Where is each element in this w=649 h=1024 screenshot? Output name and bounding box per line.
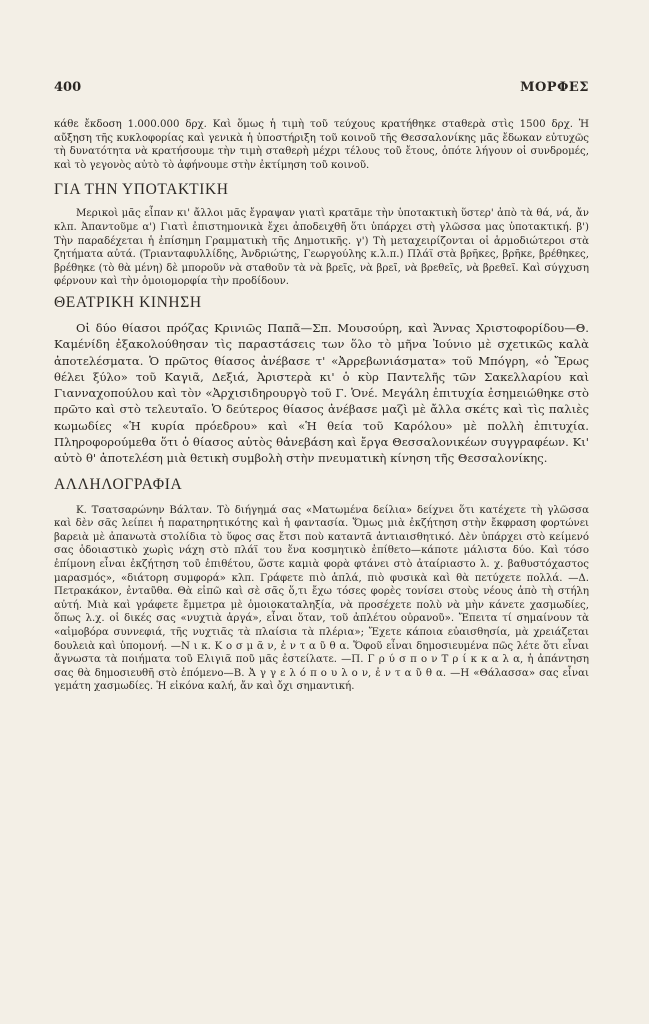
section-heading: ΓΙΑ ΤΗΝ ΥΠΟΤΑΚΤΙΚΗ	[54, 181, 229, 199]
page-content	[54, 118, 589, 694]
page-header	[54, 80, 589, 98]
section-theatre	[54, 293, 589, 467]
section-body: Οἱ δύο θίασοι πρόζας Κρινιῶς Παπᾶ—Σπ. Μουσούρη, καὶ Ἄννας Χριστοφορίδου—Θ. Καμένίδη ἐξακολούθησαν τὶς παραστάσεις των ὅλο τὸ μῆνα Ἰούνιο μὲ σχετικῶς καλὰ ἀποτελέσματα. Ὁ πρῶτος θίασος ἀνέβασε τ' «Ἀρρεβωνιάσματα» τοῦ Μπόγρη, «ὁ Ἔρως θέλει ξύλο» τοῦ Καγιᾶ, Δεξιά, Ἀριστερὰ κι' ὁ κὺρ Παντελῆς τῶν Σακελλαρίου καὶ Γιανναχοπούλου καὶ τὸν «Ἀρχισιδηρουργὸ τοῦ Γ. Ὁνέ. Μεγάλη ἐπιτυχία ἐσημειώθηκε στὸ πρῶτο καὶ στὸ τελευταῖο. Ὁ δεύτερος θίασος ἀνέβασε μαζὶ μὲ ἄλλα σκέτς καὶ τὶς παλιὲς κωμωδίες «Ἡ κυρία πρόεδρου» καὶ «Ἡ θεία τοῦ Καρόλου» μὲ πολλὴ ἐπιτυχία. Πληροφορούμεθα ὅτι ὁ θίασος αὐτὸς θἀνεβάση καὶ ἔργα Θεσσαλονικέων συγγραφέων. Κι' αὐτὸ θ' ἀποτελέση μιὰ θετικὴ συμβολὴ στὴν πνευματικὴ κίνηση τῆς Θεσσαλονίκης.	[54, 320, 589, 466]
section-correspondence	[54, 475, 589, 694]
intro-paragraph: κάθε ἔκδοση 1.000.000 δρχ. Καὶ ὅμως ἡ τιμὴ τοῦ τεύχους κρατήθηκε σταθερὰ στὶς 1500 δρχ. Ἡ αὔξηση τῆς κυκλοφορίας καὶ γενικὰ ἡ ὑποστήριξη τοῦ κοινοῦ τῆς Θεσσαλονίκης μᾶς ἔδωκαν εὐτυχῶς τὴ δυνατότητα νὰ κρατήσουμε τὴν τιμὴ σταθερὴ μέχρι τέλους τοῦ ἔτους, ὁπότε λήγουν οἱ συνδρομές, καὶ τὸ γεγονὸς αὐτὸ τὸ ἀφήνουμε στὴν ἐκτίμηση τοῦ κοινοῦ.	[54, 119, 589, 171]
page-number: 400	[54, 80, 82, 95]
section-heading: ΑΛΛΗΛΟΓΡΑΦΙΑ	[54, 475, 183, 493]
section-heading: ΘΕΑΤΡΙΚΗ ΚΙΝΗΣΗ	[54, 293, 202, 311]
running-title: ΜΟΡΦΕΣ	[520, 80, 589, 95]
section-subjunctive	[54, 180, 589, 289]
section-body: Κ. Τσατσαρώνην Βάλταν. Τὸ διήγημά σας «Ματωμένα δείλια» δείχνει ὅτι κατέχετε τὴ γλῶσσα καὶ δὲν σᾶς λείπει ἡ παρατηρητικότης καὶ ἡ φαντασία. Ὅμως μιὰ ἐκζήτηση στὴν ἔκφραση φορτώνει βαρειὰ μὲ ἀπανωτὰ στολίδια τὸ ὕφος σας ἔτσι ποὺ καταντᾶ ἀντιαισθητικό. Δὲν ὑπάρχει στὸ κείμενό σας ὁδοιαστικὸ χωρὶς νάχη στὸ πλάϊ του ἕνα κοσμητικὸ ἐπίθετο—κάποτε μάλιστα δύο. Καὶ τόσο ἐπίμονη εἶναι ἐκζήτηση τοῦ ἐπιθέτου, ὥστε καμιὰ φορὰ φτάνει στὸ ἀταίριαστο λ. χ. βαθυστόχαστος μαρασμός», «διάτορη συμφορά» κλπ. Γράφετε πιὸ ἁπλά, πιὸ φυσικὰ καὶ θὰ πετύχετε πολλά. —Δ. Πετρακάκον, ἐνταῦθα. Θὰ εἰπῶ καὶ σὲ σᾶς ὅ,τι ἔχω τόσες φορὲς τονίσει στοὺς νέους ἀπὸ τὴ στήλη αὐτή. Μιὰ καὶ γράφετε ἔμμετρα μὲ ὁμοιοκαταληξία, νὰ προσέχετε πολὺ νὰ μὴν κάνετε χασμωδίες, ὅπως λ.χ. οἱ δικές σας «νυχτιὰ ἀργά», εἶναι ὅταν, τοῦ ἀπλέτου οὐρανοῦ». Ἔπειτα τί σημαίνουν τὰ «αἰμοβόρα συννεφιά, τῆς νυχτιᾶς τὰ πλαίσια τὰ πλέρια»; Ἔχετε κάποια εὐαισθησία, μὰ χρειάζεται δουλειὰ καὶ ὑπομονή. —Ν ι κ. Κ ο σ μ ᾶ ν, ἐ ν τ α ῦ θ α. Ὅφοῦ εἶναι δημοσιευμένα πῶς λέτε ὅτι εἶναι ἄγνωστα τὰ ποιήματα τοῦ Ελιγιᾶ ποῦ μᾶς ἐστείλατε. —Π. Γ ρ ύ σ π ο ν Τ ρ ί κ κ α λ α, ἡ ἀπάντηση σας θὰ δημοσιευθῆ στὸ ἑπόμενο—Β. Ἀ γ γ ε λ ό π ο υ λ ο ν, ἐ ν τ α ῦ θ α. —Η «Θάλασσα» σας εἶναι γεμάτη χασμωδίες. Ἡ εἰκόνα καλή, ἄν καὶ ὄχι σημαντική.	[54, 504, 589, 693]
section-body: Μερικοὶ μᾶς εἶπαν κι' ἄλλοι μᾶς ἔγραψαν γιατὶ κρατᾶμε τὴν ὑποτακτικὴ ὕστερ' ἀπὸ τὰ θά, νά, ἄν κλπ. Ἀπαντοῦμε α') Γιατὶ ἐπιστημονικὰ ἔχει ἀποδειχθῆ ὅτι ὑπάρχει στὴ γλῶσσα μας ὑποτακτική. β') Τὴν παραδέχεται ἡ ἐπίσημη Γραμματικὴ τῆς Δημοτικῆς. γ') Τὴ μεταχειρίζονται οἱ ἁρμοδιώτεροι στὰ ζητήματα αὐτά. (Τριανταφυλλίδης, Ἀνδριώτης, Γεωργούλης κ.λ.π.) Πλάϊ στὰ βρῆκες, βρῆκε, βρέθηκες, βρέθηκε (τὸ θὰ μένη) δὲ μποροῦν νὰ σταθοῦν τὰ νὰ βρεῖς, νὰ βρεῖ, νὰ βρεθεῖς, νὰ βρεθεῖ. Καὶ σύγχυση φέρνουν καὶ τὴν ὁμοιομορφία τὴν προδίδουν.	[54, 208, 589, 288]
